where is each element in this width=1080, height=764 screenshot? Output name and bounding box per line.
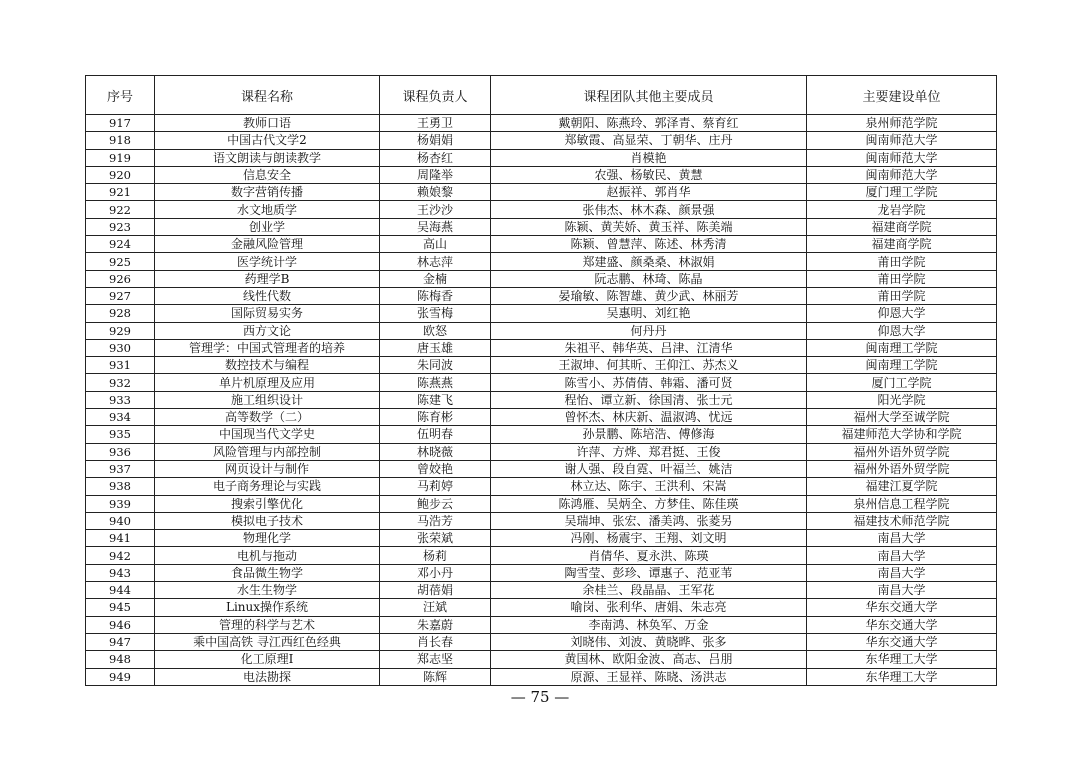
course-lead-cell: 金楠 [380, 270, 491, 287]
row-index-cell: 945 [86, 599, 155, 616]
course-lead-cell: 张雪梅 [380, 305, 491, 322]
institution-cell: 福州外语外贸学院 [807, 460, 997, 477]
course-name-cell: 模拟电子技术 [155, 512, 380, 529]
row-index-cell: 926 [86, 270, 155, 287]
course-lead-cell: 杨杏红 [380, 149, 491, 166]
course-lead-cell: 林晓薇 [380, 443, 491, 460]
table-row [86, 547, 997, 564]
institution-cell: 闽南师范大学 [807, 166, 997, 183]
table-row [86, 236, 997, 253]
row-index-cell: 946 [86, 616, 155, 633]
institution-cell: 福建江夏学院 [807, 478, 997, 495]
table-row [86, 391, 997, 408]
row-index-cell: 931 [86, 357, 155, 374]
institution-cell: 东华理工大学 [807, 668, 997, 685]
institution-cell: 闽南理工学院 [807, 339, 997, 356]
institution-cell: 莆田学院 [807, 253, 997, 270]
table-row [86, 651, 997, 668]
row-index-cell: 935 [86, 426, 155, 443]
header-team-members: 课程团队其他主要成员 [491, 76, 807, 115]
course-name-cell: 电子商务理论与实践 [155, 478, 380, 495]
team-members-cell: 冯刚、杨震宇、王翔、刘文明 [491, 530, 807, 547]
team-members-cell: 喻岗、张利华、唐娟、朱志亮 [491, 599, 807, 616]
course-lead-cell: 朱同波 [380, 357, 491, 374]
institution-cell: 南昌大学 [807, 530, 997, 547]
team-members-cell: 阮志鹏、林琦、陈晶 [491, 270, 807, 287]
course-lead-cell: 郑志坚 [380, 651, 491, 668]
course-name-cell: 西方文论 [155, 322, 380, 339]
table-row [86, 564, 997, 581]
course-name-cell: 物理化学 [155, 530, 380, 547]
course-lead-cell: 欧怒 [380, 322, 491, 339]
course-name-cell: 风险管理与内部控制 [155, 443, 380, 460]
row-index-cell: 943 [86, 564, 155, 581]
course-name-cell: 乘中国高铁 寻江西红色经典 [155, 633, 380, 650]
institution-cell: 闽南师范大学 [807, 132, 997, 149]
table-row [86, 287, 997, 304]
course-lead-cell: 马莉婷 [380, 478, 491, 495]
team-members-cell: 肖模艳 [491, 149, 807, 166]
table-row [86, 616, 997, 633]
course-lead-cell: 唐玉雄 [380, 339, 491, 356]
row-index-cell: 933 [86, 391, 155, 408]
course-lead-cell: 王勇卫 [380, 115, 491, 132]
course-name-cell: 数字营销传播 [155, 184, 380, 201]
table-row [86, 478, 997, 495]
institution-cell: 东华理工大学 [807, 651, 997, 668]
header-course-name: 课程名称 [155, 76, 380, 115]
course-name-cell: 水生生物学 [155, 582, 380, 599]
row-index-cell: 924 [86, 236, 155, 253]
header-course-lead: 课程负责人 [380, 76, 491, 115]
row-index-cell: 919 [86, 149, 155, 166]
row-index-cell: 922 [86, 201, 155, 218]
table-row [86, 339, 997, 356]
table-row [86, 460, 997, 477]
team-members-cell: 朱祖平、韩华英、吕津、江清华 [491, 339, 807, 356]
team-members-cell: 吴瑞坤、张宏、潘美鸿、张菱另 [491, 512, 807, 529]
institution-cell: 闽南师范大学 [807, 149, 997, 166]
course-lead-cell: 高山 [380, 236, 491, 253]
team-members-cell: 许萍、方烨、郑君挺、王俊 [491, 443, 807, 460]
institution-cell: 龙岩学院 [807, 201, 997, 218]
row-index-cell: 930 [86, 339, 155, 356]
course-lead-cell: 邓小丹 [380, 564, 491, 581]
table-row [86, 409, 997, 426]
table-row [86, 357, 997, 374]
course-lead-cell: 马浩芳 [380, 512, 491, 529]
course-name-cell: 管理学：中国式管理者的培养 [155, 339, 380, 356]
institution-cell: 仰恩大学 [807, 305, 997, 322]
team-members-cell: 郑敏霞、高显荣、丁朝华、庄丹 [491, 132, 807, 149]
course-name-cell: 医学统计学 [155, 253, 380, 270]
table-row [86, 305, 997, 322]
table-row [86, 218, 997, 235]
row-index-cell: 948 [86, 651, 155, 668]
team-members-cell: 李南鸿、林奂军、万金 [491, 616, 807, 633]
course-name-cell: 金融风险管理 [155, 236, 380, 253]
table-header [86, 76, 997, 115]
course-name-cell: 网页设计与制作 [155, 460, 380, 477]
course-name-cell: 搜索引擎优化 [155, 495, 380, 512]
table-body [86, 115, 997, 686]
institution-cell: 南昌大学 [807, 564, 997, 581]
row-index-cell: 942 [86, 547, 155, 564]
table-row [86, 374, 997, 391]
table-row [86, 530, 997, 547]
row-index-cell: 941 [86, 530, 155, 547]
institution-cell: 华东交通大学 [807, 633, 997, 650]
course-name-cell: 高等数学（二） [155, 409, 380, 426]
team-members-cell: 王淑坤、何其昕、王仰江、苏杰义 [491, 357, 807, 374]
institution-cell: 福建商学院 [807, 236, 997, 253]
course-lead-cell: 朱嘉蔚 [380, 616, 491, 633]
table-row [86, 149, 997, 166]
table-row [86, 166, 997, 183]
course-name-cell: 语文朗读与朗读教学 [155, 149, 380, 166]
team-members-cell: 陶雪莹、彭珍、谭惠子、范亚苇 [491, 564, 807, 581]
table-row [86, 443, 997, 460]
institution-cell: 厦门工学院 [807, 374, 997, 391]
team-members-cell: 赵振祥、郭肖华 [491, 184, 807, 201]
row-index-cell: 939 [86, 495, 155, 512]
course-lead-cell: 伍明春 [380, 426, 491, 443]
course-name-cell: 数控技术与编程 [155, 357, 380, 374]
institution-cell: 厦门理工学院 [807, 184, 997, 201]
course-lead-cell: 曾姣艳 [380, 460, 491, 477]
institution-cell: 福州外语外贸学院 [807, 443, 997, 460]
table-row [86, 184, 997, 201]
institution-cell: 华东交通大学 [807, 599, 997, 616]
course-lead-cell: 陈辉 [380, 668, 491, 685]
row-index-cell: 944 [86, 582, 155, 599]
row-index-cell: 947 [86, 633, 155, 650]
row-index-cell: 940 [86, 512, 155, 529]
team-members-cell: 郑建盛、颜桑桑、林淑娟 [491, 253, 807, 270]
course-lead-cell: 陈梅香 [380, 287, 491, 304]
course-name-cell: 电法勘探 [155, 668, 380, 685]
row-index-cell: 920 [86, 166, 155, 183]
course-name-cell: 中国现当代文学史 [155, 426, 380, 443]
team-members-cell: 吴惠明、刘红艳 [491, 305, 807, 322]
table-row [86, 599, 997, 616]
course-name-cell: 食品微生物学 [155, 564, 380, 581]
table-row [86, 132, 997, 149]
row-index-cell: 949 [86, 668, 155, 685]
row-index-cell: 917 [86, 115, 155, 132]
course-name-cell: 化工原理I [155, 651, 380, 668]
institution-cell: 泉州信息工程学院 [807, 495, 997, 512]
team-members-cell: 陈鸿雁、吴炳全、方梦佳、陈佳瑛 [491, 495, 807, 512]
institution-cell: 泉州师范学院 [807, 115, 997, 132]
course-name-cell: 信息安全 [155, 166, 380, 183]
course-name-cell: 国际贸易实务 [155, 305, 380, 322]
institution-cell: 莆田学院 [807, 287, 997, 304]
row-index-cell: 923 [86, 218, 155, 235]
table-row [86, 512, 997, 529]
table-row [86, 115, 997, 132]
row-index-cell: 938 [86, 478, 155, 495]
institution-cell: 南昌大学 [807, 547, 997, 564]
institution-cell: 闽南理工学院 [807, 357, 997, 374]
course-name-cell: 电机与拖动 [155, 547, 380, 564]
row-index-cell: 937 [86, 460, 155, 477]
institution-cell: 福建技术师范学院 [807, 512, 997, 529]
institution-cell: 华东交通大学 [807, 616, 997, 633]
header-row [86, 76, 997, 115]
course-lead-cell: 杨娟娟 [380, 132, 491, 149]
team-members-cell: 晏瑜敏、陈智雄、黄少武、林丽芳 [491, 287, 807, 304]
course-name-cell: Linux操作系统 [155, 599, 380, 616]
institution-cell: 福州大学至诚学院 [807, 409, 997, 426]
table-row [86, 495, 997, 512]
row-index-cell: 929 [86, 322, 155, 339]
row-index-cell: 925 [86, 253, 155, 270]
course-lead-cell: 赖娘黎 [380, 184, 491, 201]
course-lead-cell: 林志萍 [380, 253, 491, 270]
table-row [86, 322, 997, 339]
team-members-cell: 刘晓伟、刘波、黄晓晔、张多 [491, 633, 807, 650]
course-name-cell: 线性代数 [155, 287, 380, 304]
institution-cell: 阳光学院 [807, 391, 997, 408]
course-lead-cell: 陈育彬 [380, 409, 491, 426]
header-institution: 主要建设单位 [807, 76, 997, 115]
table-row [86, 633, 997, 650]
team-members-cell: 陈雪小、苏倩倩、韩霜、潘可贤 [491, 374, 807, 391]
team-members-cell: 陈颖、黄芙娇、黄玉祥、陈美端 [491, 218, 807, 235]
institution-cell: 仰恩大学 [807, 322, 997, 339]
table-row [86, 201, 997, 218]
table-row [86, 270, 997, 287]
row-index-cell: 936 [86, 443, 155, 460]
team-members-cell: 黄国林、欧阳金波、高志、吕朋 [491, 651, 807, 668]
course-name-cell: 管理的科学与艺术 [155, 616, 380, 633]
row-index-cell: 918 [86, 132, 155, 149]
team-members-cell: 谢人强、段自霓、叶福兰、姚洁 [491, 460, 807, 477]
course-lead-cell: 杨莉 [380, 547, 491, 564]
team-members-cell: 孙景鹏、陈培浩、傅修海 [491, 426, 807, 443]
team-members-cell: 陈颖、曾慧萍、陈述、林秀清 [491, 236, 807, 253]
row-index-cell: 934 [86, 409, 155, 426]
institution-cell: 南昌大学 [807, 582, 997, 599]
team-members-cell: 曾怀杰、林庆新、温淑鸿、忧远 [491, 409, 807, 426]
table-row [86, 668, 997, 685]
team-members-cell: 农强、杨敏民、黄慧 [491, 166, 807, 183]
institution-cell: 福建商学院 [807, 218, 997, 235]
course-name-cell: 中国古代文学2 [155, 132, 380, 149]
team-members-cell: 张伟杰、林木森、颜景强 [491, 201, 807, 218]
row-index-cell: 927 [86, 287, 155, 304]
team-members-cell: 戴朝阳、陈燕玲、郭泽青、蔡育红 [491, 115, 807, 132]
course-name-cell: 施工组织设计 [155, 391, 380, 408]
team-members-cell: 何丹丹 [491, 322, 807, 339]
team-members-cell: 程怡、谭立新、徐国清、张士元 [491, 391, 807, 408]
course-lead-cell: 吴海燕 [380, 218, 491, 235]
course-lead-cell: 王沙沙 [380, 201, 491, 218]
page-number: — 75 — [510, 688, 570, 706]
row-index-cell: 921 [86, 184, 155, 201]
course-lead-cell: 周隆举 [380, 166, 491, 183]
institution-cell: 福建师范大学协和学院 [807, 426, 997, 443]
course-lead-cell: 汪斌 [380, 599, 491, 616]
institution-cell: 莆田学院 [807, 270, 997, 287]
row-index-cell: 928 [86, 305, 155, 322]
course-name-cell: 教师口语 [155, 115, 380, 132]
team-members-cell: 余桂兰、段晶晶、王军花 [491, 582, 807, 599]
course-table [85, 75, 997, 686]
header-index: 序号 [86, 76, 155, 115]
course-lead-cell: 陈建飞 [380, 391, 491, 408]
course-name-cell: 药理学B [155, 270, 380, 287]
team-members-cell: 林立达、陈宇、王洪利、宋嵩 [491, 478, 807, 495]
course-name-cell: 单片机原理及应用 [155, 374, 380, 391]
course-lead-cell: 肖长春 [380, 633, 491, 650]
team-members-cell: 肖倩华、夏永洪、陈瑛 [491, 547, 807, 564]
course-lead-cell: 胡蓓娟 [380, 582, 491, 599]
table-row [86, 426, 997, 443]
course-name-cell: 创业学 [155, 218, 380, 235]
course-lead-cell: 张荣斌 [380, 530, 491, 547]
table-row [86, 253, 997, 270]
course-lead-cell: 陈燕燕 [380, 374, 491, 391]
table-row [86, 582, 997, 599]
row-index-cell: 932 [86, 374, 155, 391]
course-name-cell: 水文地质学 [155, 201, 380, 218]
course-lead-cell: 鲍步云 [380, 495, 491, 512]
team-members-cell: 原源、王显祥、陈晓、汤洪志 [491, 668, 807, 685]
